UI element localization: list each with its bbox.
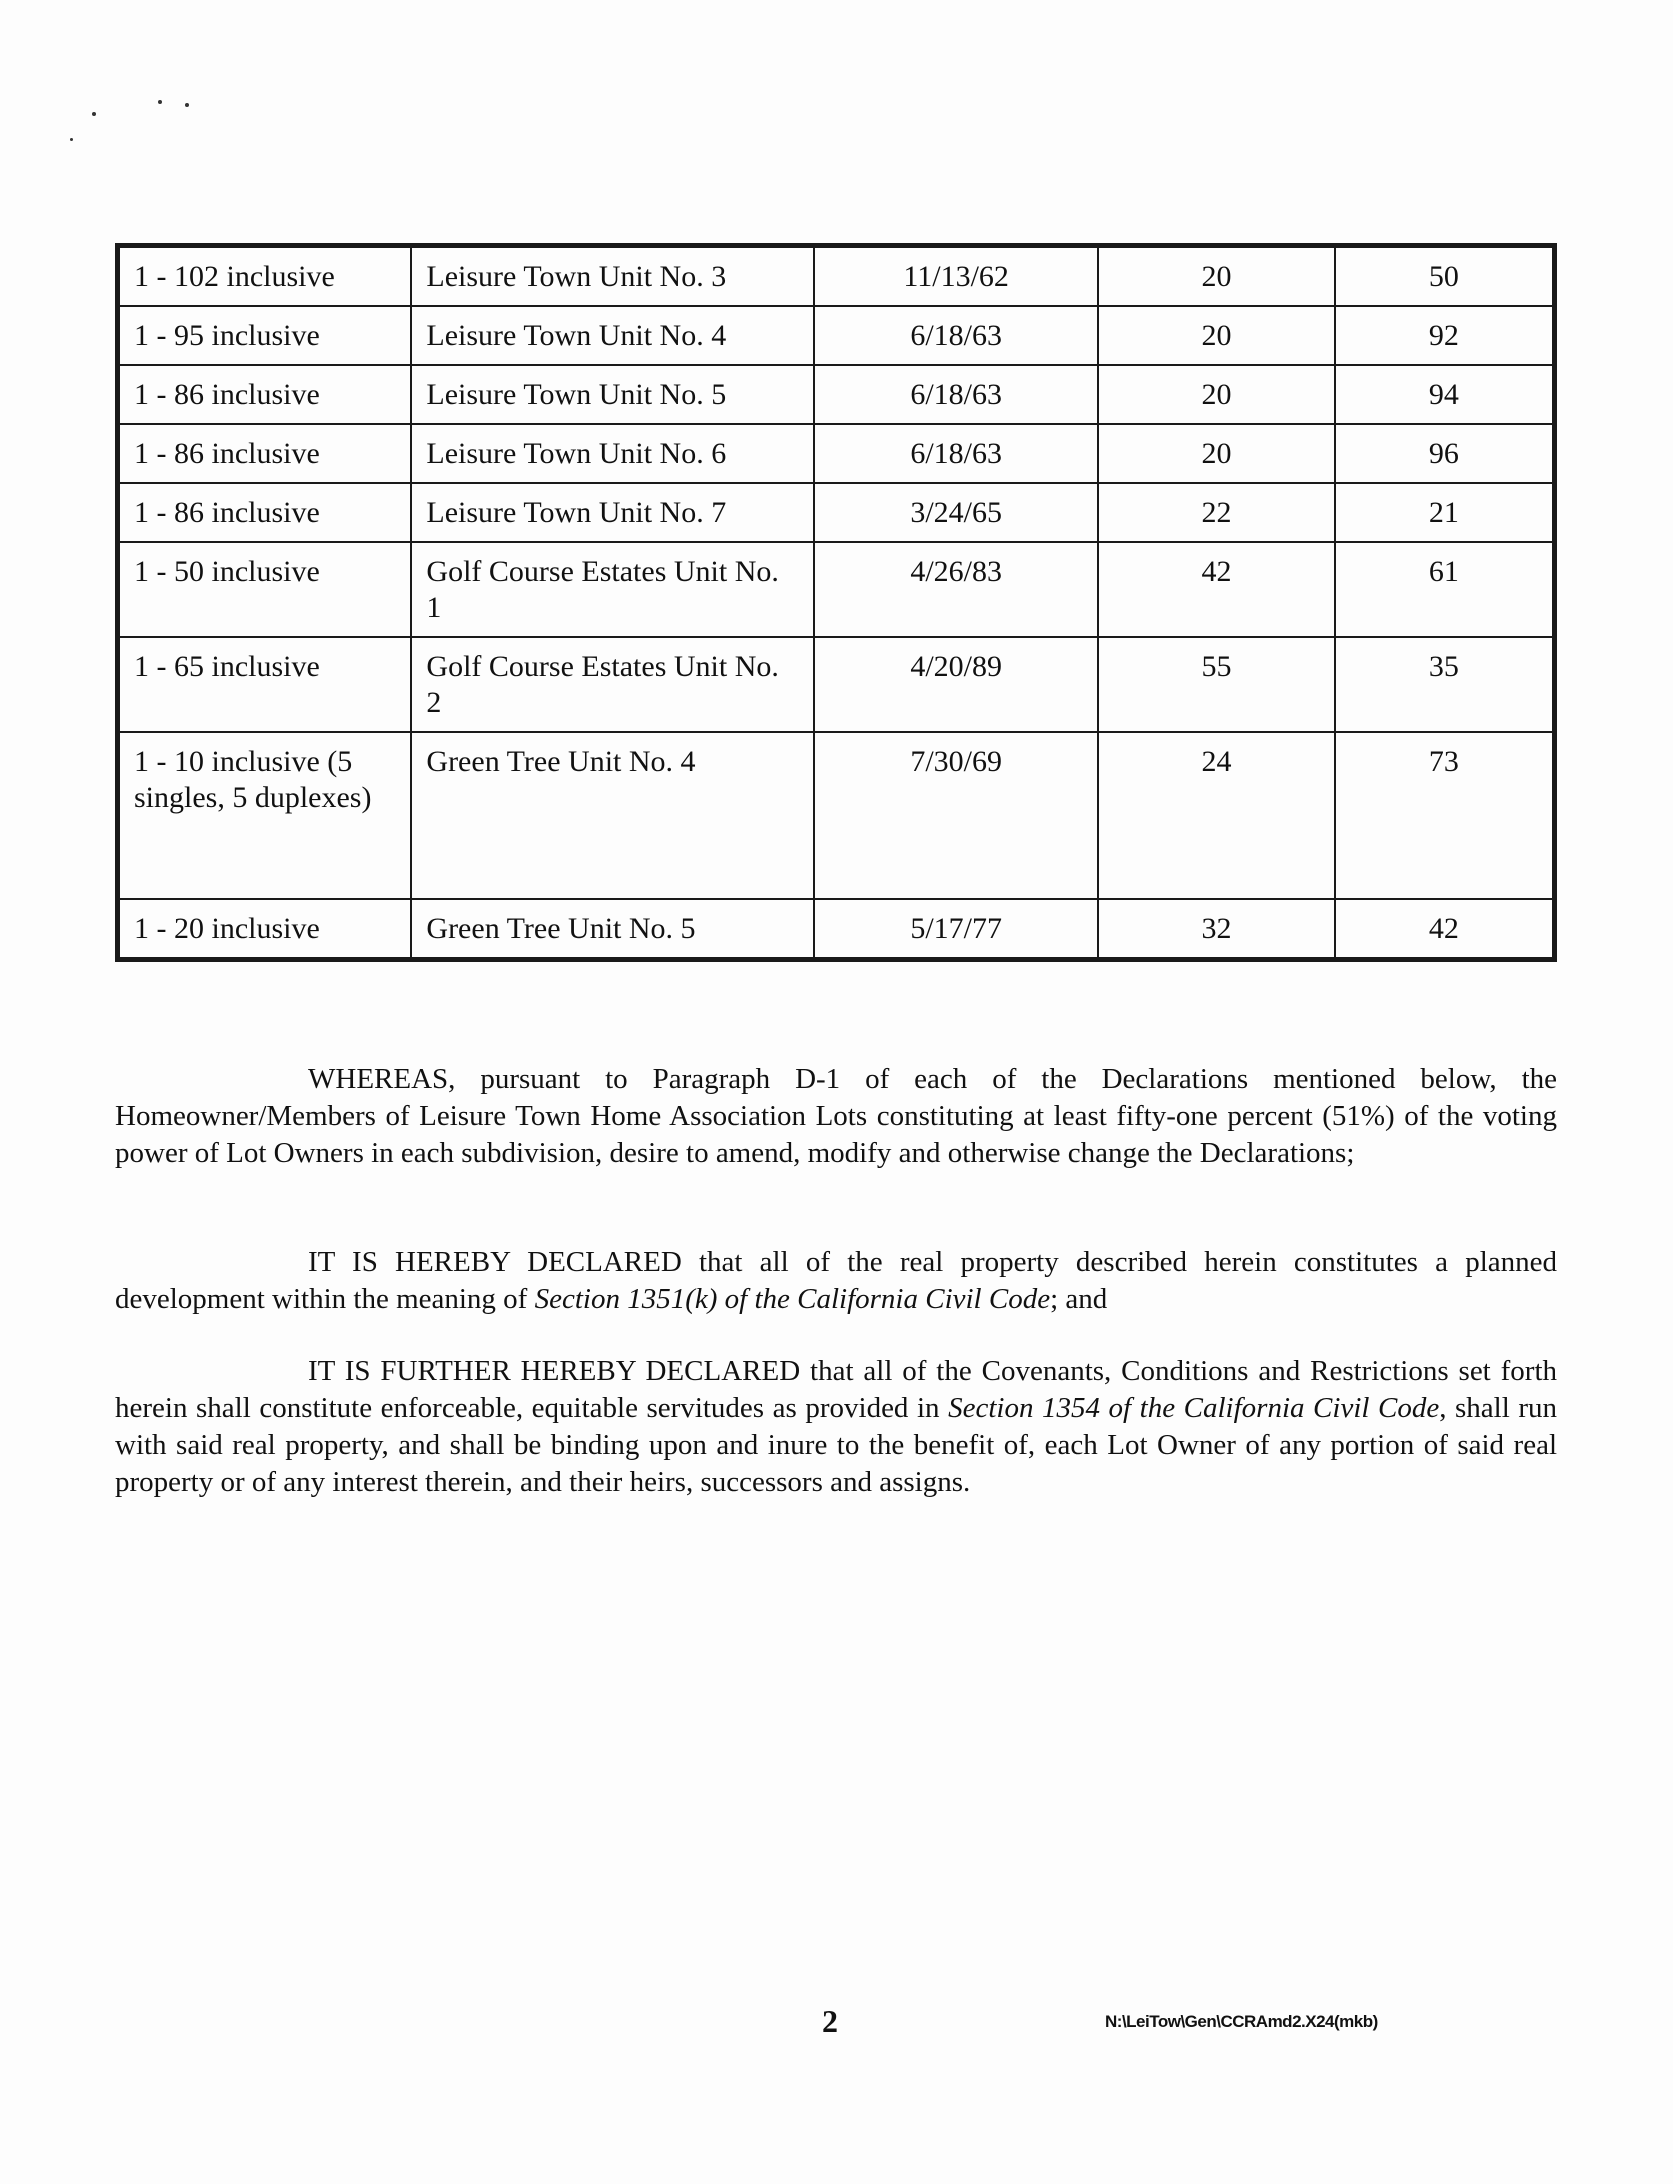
- lots-cell: 1 - 65 inclusive: [118, 637, 412, 732]
- subdivision-cell: Green Tree Unit No. 4: [411, 732, 814, 899]
- scan-speck: [158, 100, 162, 104]
- lots-cell: 1 - 102 inclusive: [118, 246, 412, 307]
- table-row: [118, 483, 1555, 542]
- subdivision-cell: Green Tree Unit No. 5: [411, 899, 814, 960]
- scan-speck: [92, 112, 96, 116]
- whereas-paragraph: WHEREAS, pursuant to Paragraph D-1 of each of the Declarations mentioned below, the Homeowner/Members of Leisure Town Home Association Lots constituting at least fifty-one percent (51%) of the voting power of Lot Owners in each subdivision, desire to amend, modify and otherwise change the Declarations;: [115, 1063, 1557, 1169]
- scan-speck: [185, 103, 189, 107]
- page-cell: 94: [1335, 365, 1555, 424]
- lots-cell: 1 - 95 inclusive: [118, 306, 412, 365]
- table-row: [118, 637, 1555, 732]
- page-cell: 96: [1335, 424, 1555, 483]
- page-cell: 35: [1335, 637, 1555, 732]
- declared-text-end: ; and: [1050, 1283, 1108, 1315]
- subdivision-cell: Leisure Town Unit No. 7: [411, 483, 814, 542]
- subdivision-cell: Leisure Town Unit No. 5: [411, 365, 814, 424]
- page-cell: 42: [1335, 899, 1555, 960]
- scan-speck: [70, 138, 73, 141]
- book-cell: 20: [1098, 246, 1334, 307]
- date-cell: 7/30/69: [814, 732, 1098, 899]
- book-cell: 32: [1098, 899, 1334, 960]
- subdivision-cell: Leisure Town Unit No. 3: [411, 246, 814, 307]
- date-cell: 4/26/83: [814, 542, 1098, 637]
- declared-paragraph: [115, 1244, 1557, 1318]
- page-cell: 50: [1335, 246, 1555, 307]
- book-cell: 22: [1098, 483, 1334, 542]
- date-cell: 6/18/63: [814, 424, 1098, 483]
- table-row: [118, 246, 1555, 307]
- page-cell: 21: [1335, 483, 1555, 542]
- lots-cell: 1 - 20 inclusive: [118, 899, 412, 960]
- subdivision-cell: Golf Course Estates Unit No. 1: [411, 542, 814, 637]
- date-cell: 6/18/63: [814, 365, 1098, 424]
- lots-cell: 1 - 86 inclusive: [118, 483, 412, 542]
- table-row: [118, 899, 1555, 960]
- date-cell: 3/24/65: [814, 483, 1098, 542]
- date-cell: 5/17/77: [814, 899, 1098, 960]
- book-cell: 20: [1098, 365, 1334, 424]
- date-cell: 11/13/62: [814, 246, 1098, 307]
- lots-cell: 1 - 10 inclusive (5 singles, 5 duplexes): [118, 732, 412, 899]
- civil-code-citation: Section 1351(k) of the California Civil Code: [534, 1283, 1051, 1315]
- civil-code-citation: Section 1354 of the California Civil Code: [948, 1392, 1440, 1424]
- book-cell: 24: [1098, 732, 1334, 899]
- table-row: [118, 732, 1555, 899]
- book-cell: 20: [1098, 306, 1334, 365]
- table-row: [118, 542, 1555, 637]
- lots-cell: 1 - 86 inclusive: [118, 424, 412, 483]
- book-cell: 55: [1098, 637, 1334, 732]
- table-row: [118, 365, 1555, 424]
- lots-table: [115, 243, 1557, 962]
- lots-cell: 1 - 86 inclusive: [118, 365, 412, 424]
- page-cell: 92: [1335, 306, 1555, 365]
- subdivision-cell: Leisure Town Unit No. 4: [411, 306, 814, 365]
- book-cell: 20: [1098, 424, 1334, 483]
- further-text-end: , shall run with said real property, and shall be binding upon and inure to the benefit of, each Lot Owner of any portion of said real property or of any interest therein, and their heirs, successors and assigns.: [115, 1392, 1557, 1498]
- further-text: IT IS FURTHER HEREBY DECLARED that all of the Covenants, Conditions and Restrictions set forth herein shall constitute enforceable, equitable servitudes as provided in: [115, 1355, 1557, 1424]
- further-declared-paragraph: [115, 1353, 1557, 1501]
- table-row: [118, 306, 1555, 365]
- page-number: 2: [822, 2003, 838, 2039]
- declared-text: IT IS HEREBY DECLARED that all of the real property described herein constitutes a planned development within the meaning of: [115, 1246, 1557, 1315]
- subdivision-cell: Leisure Town Unit No. 6: [411, 424, 814, 483]
- table-row: [118, 424, 1555, 483]
- lots-cell: 1 - 50 inclusive: [118, 542, 412, 637]
- subdivision-cell: Golf Course Estates Unit No. 2: [411, 637, 814, 732]
- date-cell: 4/20/89: [814, 637, 1098, 732]
- file-path: N:\LeiTow\Gen\CCRAmd2.X24(mkb): [1105, 2012, 1378, 2031]
- book-cell: 42: [1098, 542, 1334, 637]
- page-cell: 73: [1335, 732, 1555, 899]
- date-cell: 6/18/63: [814, 306, 1098, 365]
- page-cell: 61: [1335, 542, 1555, 637]
